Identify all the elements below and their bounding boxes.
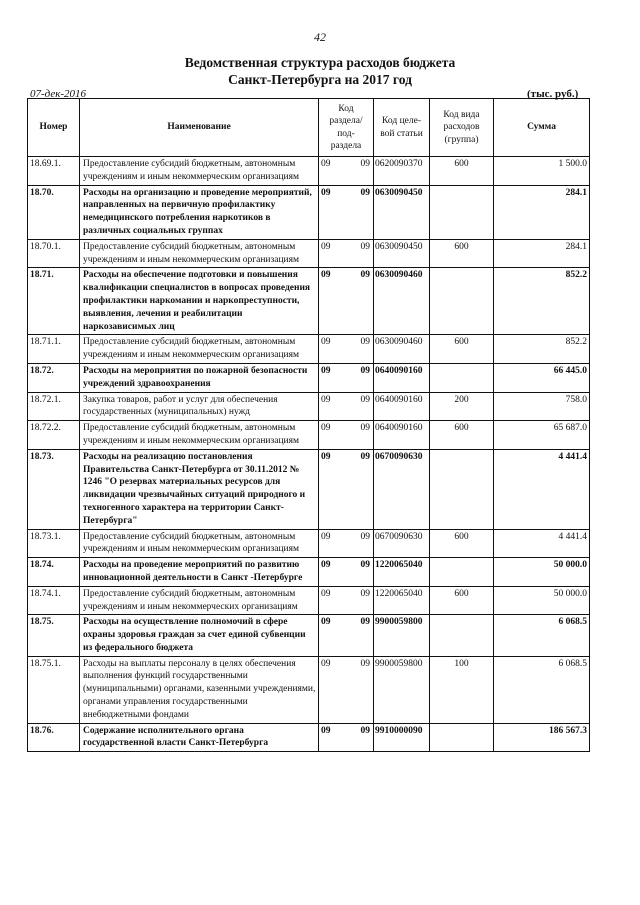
- row-name: Предоставление субсидий бюджетным, автономным учреждениям и иным некоммерческим организациям: [80, 421, 319, 450]
- row-section-code: 09: [319, 449, 349, 529]
- header-target: Код целе- вой статьи: [374, 99, 430, 157]
- row-target-code: 9900059800: [374, 656, 430, 723]
- page-number: 42: [314, 30, 326, 44]
- table-row: [28, 586, 590, 615]
- table-row: [28, 723, 590, 752]
- row-sum: 284.1: [494, 185, 590, 239]
- row-target-code: 0640090160: [374, 421, 430, 450]
- row-subsection-code: 09: [349, 335, 374, 364]
- row-sum: 284.1: [494, 239, 590, 268]
- row-target-code: 1220065040: [374, 586, 430, 615]
- row-name: Расходы на проведение мероприятий по развитию инновационной деятельности в Санкт -Петербурге: [80, 558, 319, 587]
- row-expense-type: [430, 723, 494, 752]
- row-target-code: 0630090450: [374, 185, 430, 239]
- row-subsection-code: 09: [349, 392, 374, 421]
- row-number: 18.73.: [28, 449, 80, 529]
- row-subsection-code: 09: [349, 185, 374, 239]
- row-section-code: 09: [319, 421, 349, 450]
- row-name: Расходы на мероприятия по пожарной безопасности учреждений здравоохранения: [80, 363, 319, 392]
- row-subsection-code: 09: [349, 421, 374, 450]
- table-row: [28, 363, 590, 392]
- header-name: Наименование: [80, 99, 319, 157]
- row-name: Предоставление субсидий бюджетным, автономным учреждениям и иным некоммерческих организациям: [80, 586, 319, 615]
- row-expense-type: [430, 363, 494, 392]
- table-row: [28, 558, 590, 587]
- budget-table: [27, 98, 590, 752]
- row-section-code: 09: [319, 157, 349, 186]
- row-subsection-code: 09: [349, 529, 374, 558]
- row-target-code: 0640090160: [374, 363, 430, 392]
- row-sum: 50 000.0: [494, 558, 590, 587]
- row-subsection-code: 09: [349, 363, 374, 392]
- row-subsection-code: 09: [349, 239, 374, 268]
- row-target-code: 0620090370: [374, 157, 430, 186]
- row-subsection-code: 09: [349, 586, 374, 615]
- row-section-code: 09: [319, 363, 349, 392]
- header-section: Код раздела/ под- раздела: [319, 99, 374, 157]
- row-name: Закупка товаров, работ и услуг для обеспечения государственных (муниципальных) нужд: [80, 392, 319, 421]
- row-sum: 66 445.0: [494, 363, 590, 392]
- row-number: 18.69.1.: [28, 157, 80, 186]
- row-expense-type: [430, 449, 494, 529]
- row-sum: 4 441.4: [494, 449, 590, 529]
- row-expense-type: 200: [430, 392, 494, 421]
- row-number: 18.71.: [28, 268, 80, 335]
- row-sum: 65 687.0: [494, 421, 590, 450]
- table-row: [28, 239, 590, 268]
- row-name: Расходы на организацию и проведение мероприятий, направленных на первичную профилактику немедицинского потребления наркотиков в различных социальных группах: [80, 185, 319, 239]
- table-header-row: [28, 99, 590, 157]
- row-number: 18.70.: [28, 185, 80, 239]
- row-name: Предоставление субсидий бюджетным, автономным учреждениям и иным некоммерческим организациям: [80, 529, 319, 558]
- row-name: Расходы на реализацию постановления Правительства Санкт-Петербурга от 30.11.2012 № 1246 "О резервах материальных ресурсов для ликвидации чрезвычайных ситуаций природного и техногенного характера на территории Санкт-Петербурга": [80, 449, 319, 529]
- row-sum: 186 567.3: [494, 723, 590, 752]
- row-sum: 6 068.5: [494, 615, 590, 656]
- row-subsection-code: 09: [349, 449, 374, 529]
- row-subsection-code: 09: [349, 157, 374, 186]
- row-expense-type: 600: [430, 239, 494, 268]
- row-expense-type: 600: [430, 335, 494, 364]
- table-row: [28, 268, 590, 335]
- row-number: 18.75.1.: [28, 656, 80, 723]
- row-subsection-code: 09: [349, 268, 374, 335]
- row-number: 18.71.1.: [28, 335, 80, 364]
- row-number: 18.72.2.: [28, 421, 80, 450]
- row-name: Расходы на обеспечение подготовки и повышения квалификации специалистов в вопросах проведения профилактики наркомании и наркопреступности, выявления, лечения и реабилитации наркозависимых лиц: [80, 268, 319, 335]
- row-sum: 852.2: [494, 335, 590, 364]
- row-section-code: 09: [319, 656, 349, 723]
- row-target-code: 9900059800: [374, 615, 430, 656]
- table-row: [28, 185, 590, 239]
- row-name: Предоставление субсидий бюджетным, автономным учреждениям и иным некоммерческим организациям: [80, 239, 319, 268]
- table-row: [28, 157, 590, 186]
- row-name: Расходы на выплаты персоналу в целях обеспечения выполнения функций государственными (муниципальными) органами, казенными учреждениями, органами управления государственными внебюджетными фондами: [80, 656, 319, 723]
- row-name: Содержание исполнительного органа государственной власти Санкт-Петербурга: [80, 723, 319, 752]
- row-expense-type: [430, 185, 494, 239]
- header-number: Номер: [28, 99, 80, 157]
- row-sum: 1 500.0: [494, 157, 590, 186]
- title-line-1: Ведомственная структура расходов бюджета: [184, 55, 456, 70]
- row-subsection-code: 09: [349, 615, 374, 656]
- row-section-code: 09: [319, 185, 349, 239]
- row-number: 18.72.: [28, 363, 80, 392]
- row-number: 18.75.: [28, 615, 80, 656]
- row-sum: 758.0: [494, 392, 590, 421]
- table-row: [28, 392, 590, 421]
- row-section-code: 09: [319, 392, 349, 421]
- document-title: [0, 54, 640, 88]
- row-expense-type: 600: [430, 421, 494, 450]
- row-section-code: 09: [319, 239, 349, 268]
- document-date: 07-дек-2016: [30, 88, 87, 100]
- row-target-code: 0640090160: [374, 392, 430, 421]
- row-target-code: 0630090450: [374, 239, 430, 268]
- table-row: [28, 529, 590, 558]
- row-expense-type: 600: [430, 529, 494, 558]
- table-row: [28, 335, 590, 364]
- row-target-code: 0630090460: [374, 268, 430, 335]
- row-section-code: 09: [319, 558, 349, 587]
- table-row: [28, 615, 590, 656]
- row-expense-type: 600: [430, 586, 494, 615]
- units-label: (тыс. руб.): [527, 88, 579, 100]
- row-target-code: 0630090460: [374, 335, 430, 364]
- row-sum: 852.2: [494, 268, 590, 335]
- row-section-code: 09: [319, 615, 349, 656]
- row-section-code: 09: [319, 586, 349, 615]
- row-number: 18.70.1.: [28, 239, 80, 268]
- row-subsection-code: 09: [349, 656, 374, 723]
- row-sum: 6 068.5: [494, 656, 590, 723]
- title-line-2: Санкт-Петербурга на 2017 год: [228, 72, 412, 87]
- row-sum: 50 000.0: [494, 586, 590, 615]
- table-row: [28, 656, 590, 723]
- row-expense-type: 100: [430, 656, 494, 723]
- row-number: 18.73.1.: [28, 529, 80, 558]
- row-expense-type: [430, 558, 494, 587]
- table-row: [28, 421, 590, 450]
- row-sum: 4 441.4: [494, 529, 590, 558]
- row-expense-type: 600: [430, 157, 494, 186]
- row-target-code: 9910000090: [374, 723, 430, 752]
- row-subsection-code: 09: [349, 558, 374, 587]
- row-name: Предоставление субсидий бюджетным, автономным учреждениям и иным некоммерческим организациям: [80, 335, 319, 364]
- row-section-code: 09: [319, 335, 349, 364]
- row-target-code: 0670090630: [374, 529, 430, 558]
- row-name: Расходы на осуществление полномочий в сфере охраны здоровья граждан за счет единой субвенции из федерального бюджета: [80, 615, 319, 656]
- row-number: 18.72.1.: [28, 392, 80, 421]
- row-subsection-code: 09: [349, 723, 374, 752]
- row-target-code: 1220065040: [374, 558, 430, 587]
- table-body: [28, 157, 590, 752]
- table-row: [28, 449, 590, 529]
- row-number: 18.76.: [28, 723, 80, 752]
- row-expense-type: [430, 615, 494, 656]
- header-sum: Сумма: [494, 99, 590, 157]
- row-number: 18.74.1.: [28, 586, 80, 615]
- row-name: Предоставление субсидий бюджетным, автономным учреждениям и иным некоммерческим организациям: [80, 157, 319, 186]
- header-expense-type: Код вида расходов (группа): [430, 99, 494, 157]
- row-expense-type: [430, 268, 494, 335]
- row-target-code: 0670090630: [374, 449, 430, 529]
- row-section-code: 09: [319, 723, 349, 752]
- row-section-code: 09: [319, 529, 349, 558]
- row-number: 18.74.: [28, 558, 80, 587]
- row-section-code: 09: [319, 268, 349, 335]
